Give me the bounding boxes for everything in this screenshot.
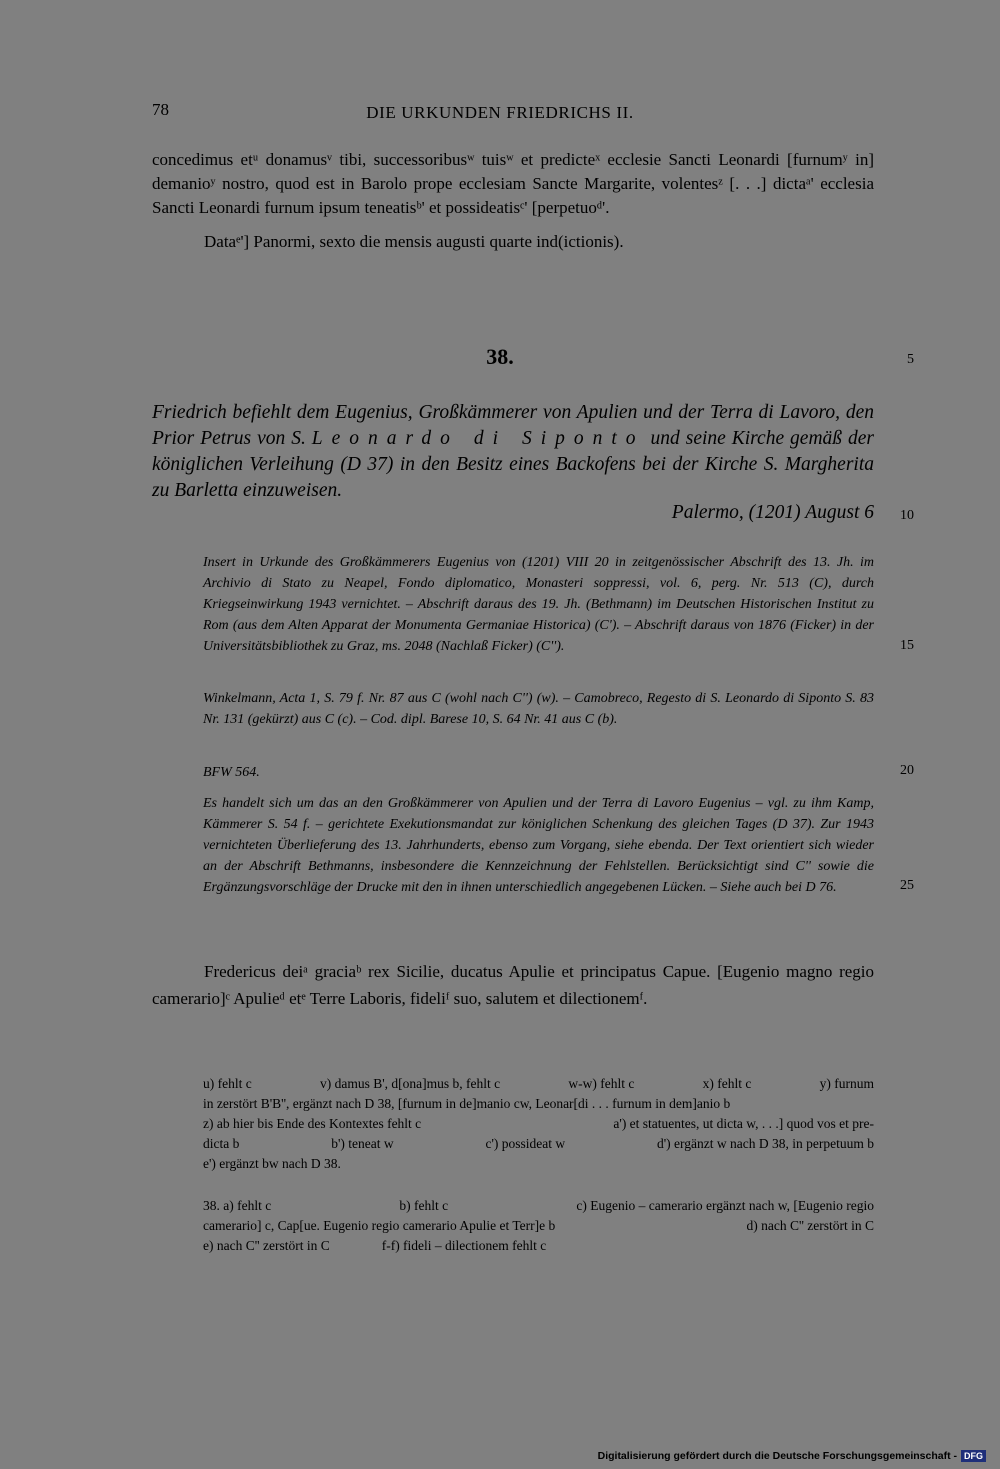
apparatus-row <box>203 1216 874 1236</box>
line-number-20: 20 <box>900 763 914 778</box>
apparatus-entry: c') possideat w <box>485 1136 566 1151</box>
apparatus-row <box>203 1154 874 1174</box>
line-number-25: 25 <box>900 878 914 893</box>
apparatus-entry: w-w) fehlt c <box>568 1076 635 1091</box>
transmission-note: Insert in Urkunde des Großkämmerers Eugenius von (1201) VIII 20 in zeitgenössischer Abschrift des 13. Jh. im Archivio di Stato zu Neapel, Fondo diplomatico, Monasteri soppressi, vol. 6, perg. Nr. 513 (C), durch Kriegseinwirkung 1943 vernichtet. – Abschrift daraus des 19. Jh. (Bethmann) im Deutschen Historischen Institut zu Rom (aus dem Alten Apparat der Monumenta Germaniae Historica) (C'). – Abschrift daraus von 1876 (Ficker) in der Universitätsbibliothek zu Graz, ms. 2048 (Nachlaß Ficker) (C''). <box>203 555 874 654</box>
apparatus-entry: in zerstört B'B'', ergänzt nach D 38, [furnum in de]manio cw, Leonar[di . . . furnum in dem]anio b <box>203 1096 731 1111</box>
apparatus-entry: u) fehlt c <box>203 1076 252 1091</box>
continuation-paragraph-1: concedimus etᵘ donamusᵛ tibi, successoribusʷ tuisʷ et predicteˣ ecclesie Sancti Leonardi [furnumʸ in] demanioʸ nostro, quod est in Barolo prope ecclesiam Sancte Margarite, volentesᶻ [. . .] dictaᵃ' ecclesia Sancti Leonardi furnum ipsum teneatisᵇ' et possideatisᶜ' [perpetuoᵈ'. <box>152 150 874 217</box>
apparatus-entry: y) furnum <box>819 1076 874 1091</box>
apparatus-row <box>203 1094 874 1114</box>
apparatus-row <box>203 1196 874 1216</box>
apparatus-38 <box>203 1196 874 1256</box>
footer-text: Digitalisierung gefördert durch die Deutsche Forschungsgemeinschaft - <box>597 1450 957 1462</box>
apparatus-entry: z) ab hier bis Ende des Kontextes fehlt c <box>203 1116 422 1131</box>
apparatus-row <box>203 1134 874 1154</box>
apparatus-entry: v) damus B', d[ona]mus b, fehlt c <box>319 1076 501 1091</box>
apparatus-37 <box>203 1074 874 1174</box>
apparatus-entry: camerario] c, Cap[ue. Eugenio regio camerario Apulie et Terr]e b <box>203 1218 556 1233</box>
commentary-note: Es handelt sich um das an den Großkämmerer von Apulien und der Terra di Lavoro Eugenius – vgl. zu ihm Kamp, Kämmerer S. 54 f. – gerichtete Exekutionsmandat zur königlichen Schenkung des gleichen Tages (D 37). Zur 1943 vernichteten Überlieferung des 13. Jahrhunderts, ebenso zum Vorgang, siehe ebenda. Der Text orientiert sich wieder an der Abschrift Bethmanns, insbesondere die Kennzeichnung der Fehlstellen. Berücksichtigt sind C'' sowie die Ergänzungsvorschläge der Drucke mit den in ihnen unterschiedlich angegebenen Lücken. – Siehe auch bei D 76. <box>203 796 874 895</box>
dfg-footer <box>598 1450 986 1462</box>
line-number-5: 5 <box>907 352 914 367</box>
document-incipit: Fredericus deiᵃ graciaᵇ rex Sicilie, ducatus Apulie et principatus Capue. [Eugenio magno regio camerario]ᶜ Apulieᵈ etᵉ Terre Laboris, fideliᶠ suo, salutem et dilectionemᶠ. <box>152 962 874 1008</box>
apparatus-entry: b') teneat w <box>331 1136 394 1151</box>
apparatus-entry: c) Eugenio – camerario ergänzt nach w, [Eugenio regio <box>576 1198 874 1213</box>
continuation-text <box>152 148 874 254</box>
datum-line: Dataᵉ'] Panormi, sexto die mensis augusti quarte ind(ictionis). <box>204 232 624 251</box>
line-number-10: 10 <box>900 508 914 523</box>
apparatus-entry: e') ergänzt bw nach D 38. <box>203 1156 341 1171</box>
regesta-note: BFW 564. <box>203 765 260 780</box>
apparatus-entry: 38. a) fehlt c <box>203 1198 272 1213</box>
regest-part-1: Friedrich befiehlt dem Eugenius, Großkämmerer von Apulien und der Terra di Lavoro, den Prior Petrus von S. <box>152 402 874 449</box>
dfg-logo: DFG <box>961 1450 986 1462</box>
running-title: DIE URKUNDEN FRIEDRICHS II. <box>366 103 634 122</box>
editions-note: Winkelmann, Acta 1, S. 79 f. Nr. 87 aus C (wohl nach C'') (w). – Camobreco, Regesto di S. Leonardo di Siponto S. 83 Nr. 131 (gekürzt) aus C (c). – Cod. dipl. Barese 10, S. 64 Nr. 41 aus C (b). <box>203 691 874 727</box>
regest <box>152 400 874 504</box>
apparatus-entry: a') et statuentes, ut dicta w, . . .] quod vos et pre- <box>613 1116 874 1131</box>
apparatus-row <box>203 1074 874 1094</box>
apparatus-row <box>203 1236 874 1256</box>
apparatus-row <box>203 1114 874 1134</box>
apparatus-entry: x) fehlt c <box>702 1076 752 1091</box>
line-number-15: 15 <box>900 638 914 653</box>
apparatus-entry: dicta b <box>203 1136 240 1151</box>
regest-place: Leonardo di Siponto <box>311 428 645 449</box>
apparatus-entry: d) nach C'' zerstört in C <box>746 1218 874 1233</box>
apparatus-entry: f-f) fideli – dilectionem fehlt c <box>381 1238 547 1253</box>
page-number: 78 <box>152 100 169 119</box>
apparatus-entry: e) nach C'' zerstört in C <box>203 1238 330 1253</box>
apparatus-entry: b) fehlt c <box>399 1198 449 1213</box>
regest-part-2: und seine Kirche gemäß der königlichen Verleihung (D 37) in den Besitz eines Backofens bei der Kirche S. Margherita zu Barletta einzuweisen. <box>152 428 874 501</box>
apparatus-entry: d') ergänzt w nach D 38, in perpetuum b <box>656 1136 874 1151</box>
document-number: 38. <box>486 344 514 369</box>
dateline: Palermo, (1201) August 6 <box>671 502 874 523</box>
